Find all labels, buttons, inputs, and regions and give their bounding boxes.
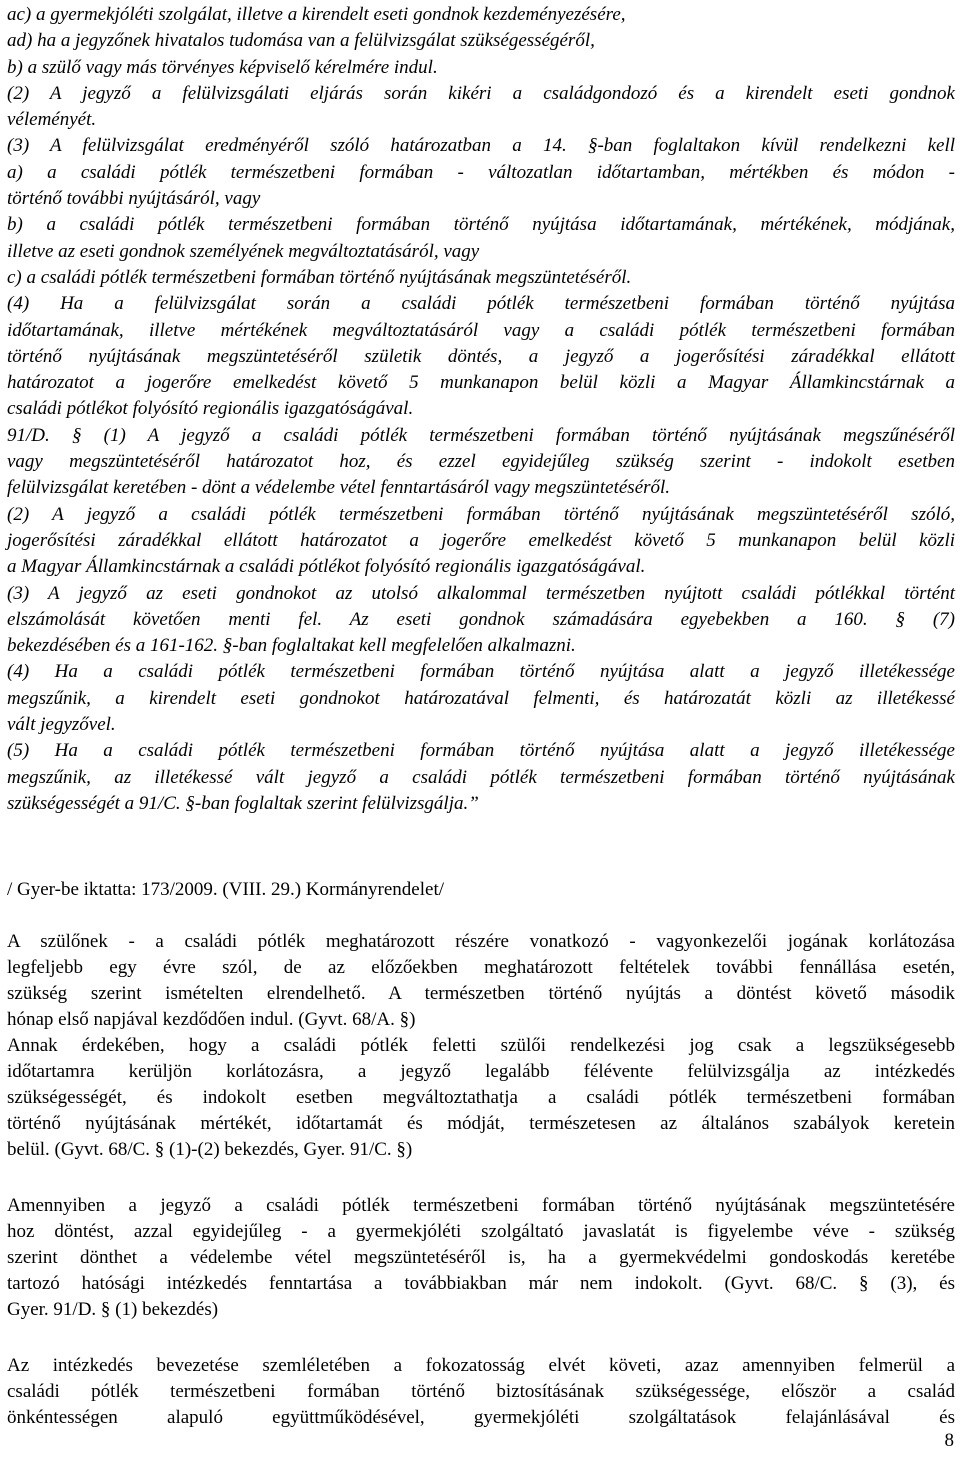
paragraph	[7, 1193, 955, 1323]
text-line: időtartamra kerüljön korlátozásra, a jegyző legalább félévente felülvizsgálja az intézkedés	[7, 1061, 955, 1082]
text-line: b) a családi pótlék természetbeni formában történő nyújtása időtartamának, mértékének, módjának,	[7, 214, 955, 236]
text-line: (5) Ha a családi pótlék természetbeni formában történő nyújtása alatt a jegyző illetékessége	[7, 740, 955, 762]
text-line: illetve az eseti gondnok személyének megváltoztatásáról, vagy	[7, 240, 480, 262]
text-line: jogerősítési záradékkal ellátott határozatot a jogerőre emelkedést követő 5 munkanapon belül közli	[7, 529, 955, 551]
text-line: ad) ha a jegyzőnek hivatalos tudomása van a felülvizsgálat szükségességéről,	[7, 30, 595, 52]
page-number: 8	[944, 1430, 954, 1451]
text-line: ac) a gyermekjóléti szolgálat, illetve a kirendelt eseti gondnok kezdeményezésére,	[7, 4, 626, 25]
text-line: a Magyar Államkincstárnak a családi pótlékot folyósító regionális igazgatóságával.	[7, 556, 646, 578]
text-line: b) a szülő vagy más törvényes képviselő kérelmére indul.	[7, 56, 438, 78]
text-line: hoz döntést, azzal egyidejűleg - a gyermekjóléti szolgáltató javaslatát is figyelembe véve - szükség	[7, 1221, 955, 1242]
text-line: szükségességét a 91/C. §-ban foglaltak szerint felülvizsgálja.”	[7, 792, 479, 814]
text-line: A szülőnek - a családi pótlék meghatározott részére vonatkozó - vagyonkezelői jogának korlátozása	[7, 931, 955, 952]
text-line: (2) A jegyző a családi pótlék természetbeni formában történő nyújtásának megszüntetéséről szóló,	[7, 503, 955, 525]
text-line: családi pótlékot folyósító regionális igazgatóságával.	[7, 398, 414, 420]
text-line: megszűnik, a kirendelt eseti gondnokot határozatával felmenti, és határozatát közli az illetékessé	[7, 687, 955, 709]
text-line: önkéntességen alapuló együttműködésével, gyermekjóléti szolgáltatások felajánlásával és	[7, 1407, 955, 1428]
text-line: tartozó hatósági intézkedés fenntartása a továbbiakban már nem indokolt. (Gyvt. 68/C. § (3), és	[7, 1273, 955, 1294]
text-line: vált jegyzővel.	[7, 714, 116, 736]
text-line: felülvizsgálat keretében - dönt a védelembe vétel fenntartásáról vagy megszüntetéséről.	[7, 477, 671, 499]
regulation-citation: / Gyer-be iktatta: 173/2009. (VIII. 29.) Kormányrendelet/	[7, 879, 445, 900]
text-line: (4) Ha a felülvizsgálat során a családi pótlék természetbeni formában történő nyújtása	[7, 293, 955, 315]
text-line: hónap első napjával kezdődően indul. (Gyvt. 68/A. §)	[7, 1009, 416, 1030]
text-line: Annak érdekében, hogy a családi pótlék feletti szülői rendelkezési jog csak a legszükségesebb	[7, 1035, 955, 1056]
text-line: (4) Ha a családi pótlék természetbeni formában történő nyújtása alatt a jegyző illetékessége	[7, 661, 955, 683]
text-line: szükség szerint ismételten elrendelhető. A természetben történő nyújtás a döntést követő második	[7, 983, 955, 1004]
text-line: belül. (Gyvt. 68/C. § (1)-(2) bekezdés, Gyer. 91/C. §)	[7, 1139, 413, 1160]
text-line: időtartamának, illetve mértékének megváltoztatásáról vagy a családi pótlék természetbeni formában	[7, 319, 955, 341]
text-line: c) a családi pótlék természetbeni formában történő nyújtásának megszüntetéséről.	[7, 266, 632, 288]
paragraph	[7, 929, 955, 1163]
text-line: (3) A jegyző az eseti gondnokot az utolsó alkalommal természetben nyújtott családi pótlékkal történt	[7, 582, 955, 604]
text-line: történő nyújtásának megszüntetéséről születik döntés, a jegyző a jogerősítési záradékkal ellátott	[7, 345, 955, 367]
text-line: szükségességét, és indokolt esetben megváltoztathatja a családi pótlék természetbeni formában	[7, 1087, 955, 1108]
text-line: vagy megszüntetéséről határozatot hoz, és ezzel egyidejűleg szükség szerint - indokolt esetben	[7, 451, 955, 473]
text-line: megszűnik, az illetékessé vált jegyző a családi pótlék természetbeni formában történő nyújtásának	[7, 766, 955, 788]
text-line: véleményét.	[7, 109, 97, 131]
text-line: (3) A felülvizsgálat eredményéről szóló határozatban a 14. §-ban foglaltakon kívül rendelkezni kell	[7, 135, 955, 157]
text-line: a) a családi pótlék természetbeni formában - változatlan időtartamban, mértékben és módon -	[7, 161, 955, 183]
commentary-text	[7, 877, 955, 1431]
text-line: (2) A jegyző a felülvizsgálati eljárás során kikéri a családgondozó és a kirendelt eseti gondnok	[7, 82, 955, 104]
text-line: Gyer. 91/D. § (1) bekezdés)	[7, 1299, 219, 1320]
text-line: családi pótlék természetbeni formában történő biztosításának szükségessége, először a család	[7, 1381, 955, 1402]
text-line: történő további nyújtásáról, vagy	[7, 188, 261, 210]
text-line: szerint dönthet a védelembe vétel megszüntetéséről is, ha a gyermekvédelmi gondoskodás keretébe	[7, 1247, 955, 1268]
text-line: Amennyiben a jegyző a családi pótlék természetbeni formában történő nyújtásának megszüntetésére	[7, 1195, 955, 1216]
quoted-regulation-text	[7, 2, 955, 817]
text-line: határozatot a jogerőre emelkedést követő 5 munkanapon belül közli a Magyar Államkincstárnak a	[7, 372, 955, 394]
text-line: 91/D. § (1) A jegyző a családi pótlék természetbeni formában történő nyújtásának megszűnéséről	[7, 424, 955, 446]
text-line: történő nyújtásának mértékét, időtartamát és módját, természetesen az általános szabályok keretein	[7, 1113, 955, 1134]
text-line: bekezdésében és a 161-162. §-ban foglaltakat kell megfelelően alkalmazni.	[7, 635, 576, 657]
text-line: legfeljebb egy évre szól, de az előzőekben meghatározott feltételek további fennállása esetén,	[7, 957, 955, 978]
text-line: elszámolását követően menti fel. Az eseti gondnok számadására egyebekben a 160. § (7)	[7, 608, 955, 630]
paragraph	[7, 1353, 955, 1431]
text-line: Az intézkedés bevezetése szemléletében a fokozatosság elvét követi, azaz amennyiben felmerül a	[7, 1355, 955, 1376]
